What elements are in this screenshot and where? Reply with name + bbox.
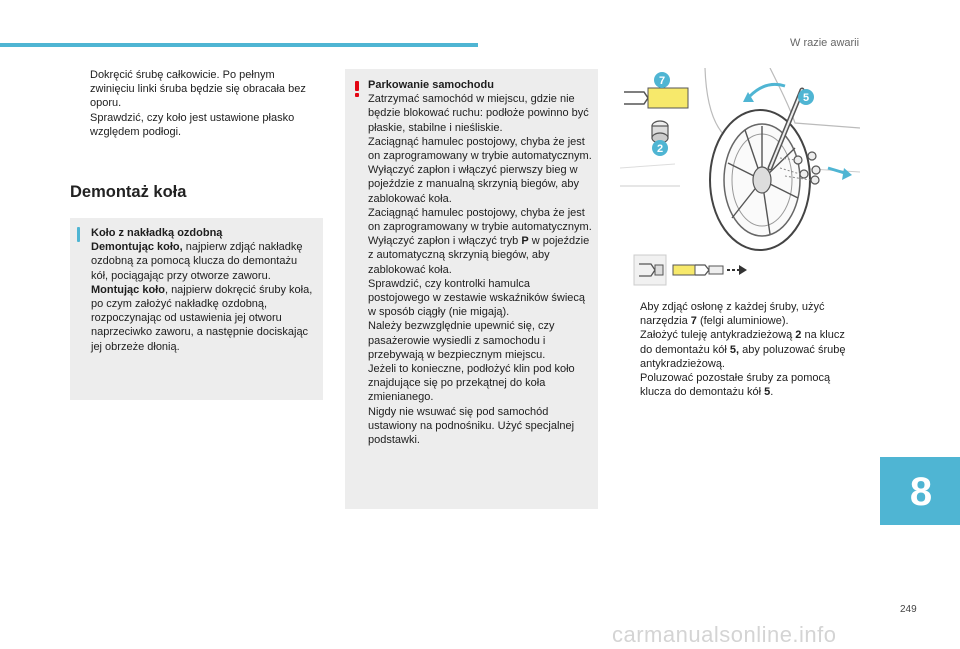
callout-2 xyxy=(652,140,668,156)
info-box xyxy=(70,218,323,400)
watermark: carmanualsonline.info xyxy=(612,622,837,647)
page-heading: Demontaż koła xyxy=(70,183,187,201)
info-paragraph: Montując koło, najpierw dokręcić śruby koła, po czym założyć nakładkę ozdobną, rozpoczynając od ustawienia jej otworu naprzeciwko zaworu, a następnie dociskając jej obrzeże dłonią. xyxy=(91,283,313,353)
warning-title: Parkowanie samochodu xyxy=(368,79,494,91)
svg-text:5: 5 xyxy=(802,92,810,104)
svg-text:7: 7 xyxy=(658,75,666,87)
chapter-number: 8 xyxy=(909,470,933,514)
intro-bullets xyxy=(70,68,320,139)
list-item: Sprawdzić, czy koło jest ustawione płasko względem podłogi. xyxy=(90,111,295,138)
warning-paragraph: Należy bezwzględnie upewnić się, czy pasażerowie wysiedli z samochodu i przebywają w bezpiecznym miejscu. xyxy=(368,320,555,361)
info-icon xyxy=(77,227,80,242)
warning-icon xyxy=(353,81,361,97)
callout-5 xyxy=(798,89,814,105)
info-paragraph: Demontując koło, najpierw zdjąć nakładkę ozdobną za pomocą klucza do demontażu kół, pociągając przy otworze zaworu. xyxy=(91,241,303,282)
bolt-cap-removal-illustration xyxy=(633,254,753,286)
svg-text:2: 2 xyxy=(656,143,664,155)
warning-paragraph: Zaciągnąć hamulec postojowy, chyba że jest on zaprogramowany w trybie automatycznym. Wyłączyć zapłon i włączyć pierwszy bieg w pojeździe z manualną skrzynią biegów, aby zablokować koła. xyxy=(368,135,592,205)
warning-paragraph: Sprawdzić, czy kontrolki hamulca postojowego w zestawie wskaźników świecą w sposób ciągły (nie migają). xyxy=(368,277,586,319)
warning-paragraph: Jeżeli to konieczne, podłożyć klin pod koło znajdujące się po przekątnej do koła zmienianego. xyxy=(368,363,575,404)
warning-paragraph: Nigdy nie wsuwać się pod samochód ustawiony na podnośniku. Użyć specjalnej podstawki. xyxy=(368,405,575,447)
list-item: Dokręcić śrubę całkowicie. Po pełnym zwinięciu linki śruba będzie się obracała bez oporu. xyxy=(90,69,306,110)
warning-paragraph: Zatrzymać samochód w miejscu, gdzie nie będzie blokować ruchu: podłoże powinno być płaskie, stabilne i nieśliskie. xyxy=(368,93,589,134)
list-item: Poluzować pozostałe śruby za pomocą klucza do demontażu kół 5. xyxy=(640,372,831,399)
callout-7 xyxy=(654,72,670,88)
section-title: W razie awarii xyxy=(790,37,860,49)
info-title: Koło z nakładką ozdobną xyxy=(91,227,223,239)
wheel-removal-illustration xyxy=(620,68,860,256)
warning-box xyxy=(345,69,598,509)
steps-list xyxy=(620,300,860,399)
page-number: 249 xyxy=(900,604,917,615)
warning-paragraph: Zaciągnąć hamulec postojowy, chyba że jest on zaprogramowany w trybie automatycznym. Wyłączyć zapłon i włączyć tryb P w pojeździe z automatyczną skrzynią biegów, aby zablokować koła. xyxy=(368,206,592,276)
list-item: Aby zdjąć osłonę z każdej śruby, użyć narzędzia 7 (felgi aluminiowe). xyxy=(640,301,825,328)
list-item: Założyć tuleję antykradzieżową 2 na klucz do demontażu kół 5, aby poluzować śrubę antykradzieżową. xyxy=(640,329,846,370)
header-bar xyxy=(0,43,478,47)
